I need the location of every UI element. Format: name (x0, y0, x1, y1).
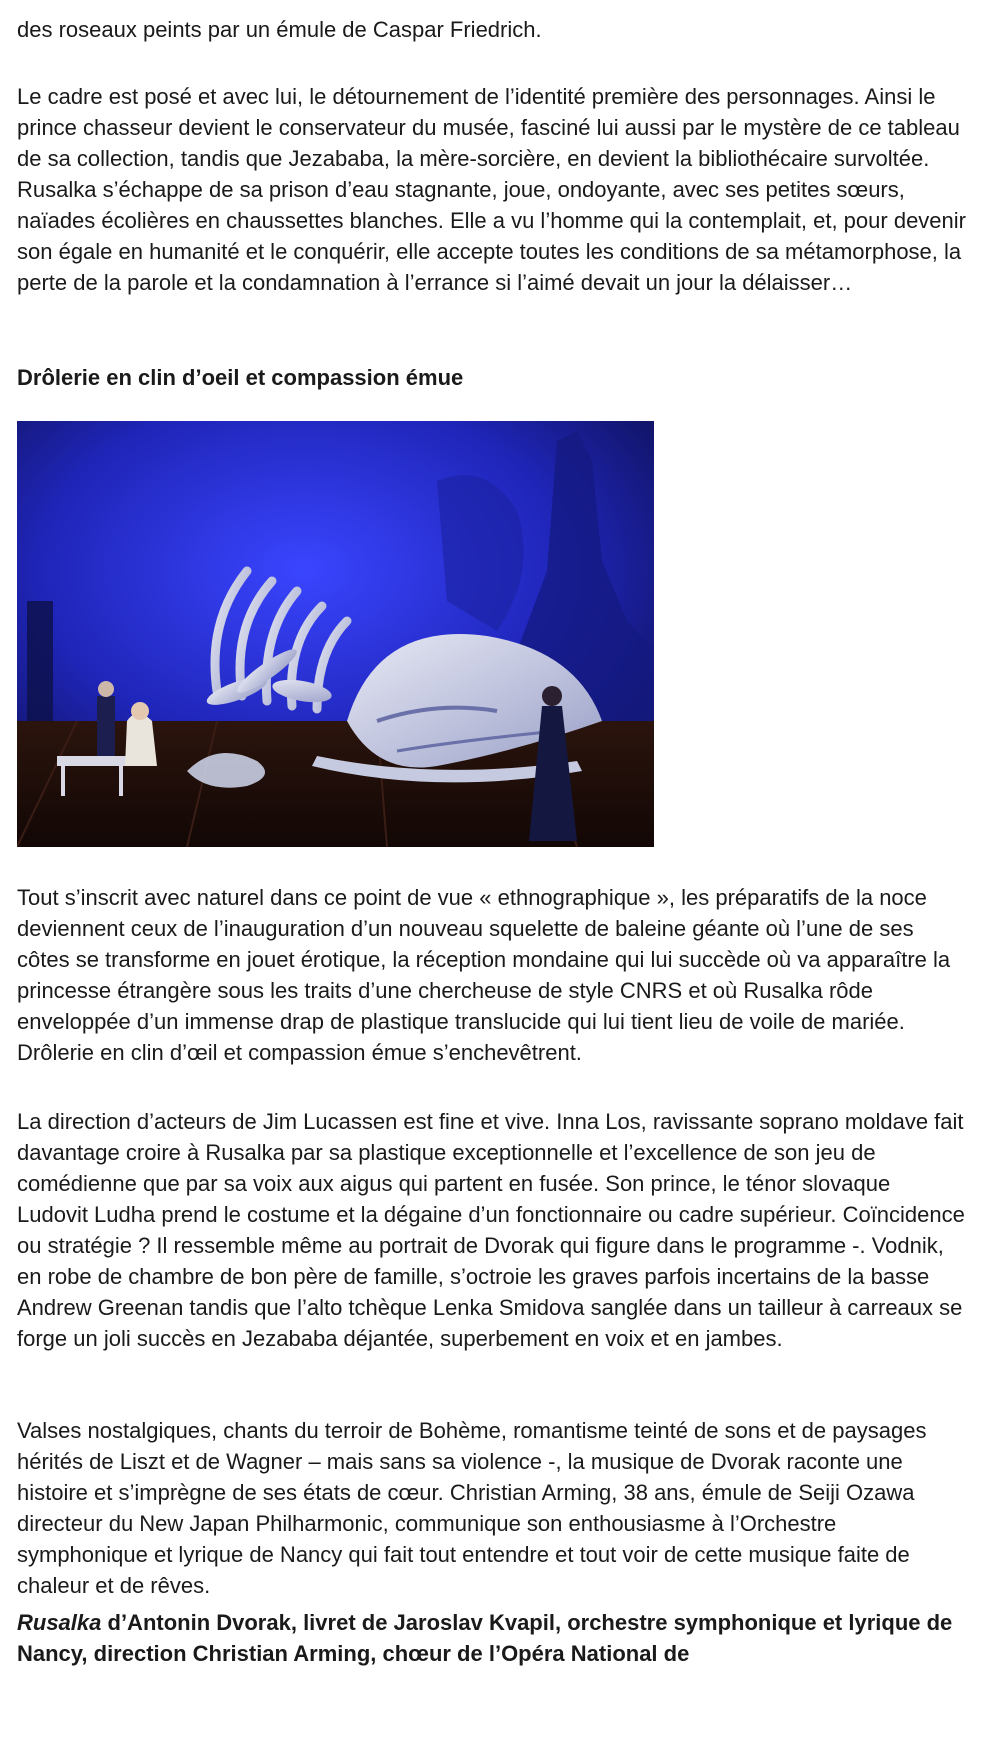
paragraph: Le cadre est posé et avec lui, le détournement de l’identité première des personnages. Ainsi le prince chasseur devient le conservateur du musée, fasciné lui aussi par le mystère de ce tableau de sa collection, tandis que Jezababa, la mère-sorcière, en devient la bibliothécaire survoltée. Rusalka s’échappe de sa prison d’eau stagnante, joue, ondoyante, avec ses petites sœurs, naïades écolières en chaussettes blanches. Elle a vu l’homme qui la contemplait, et, pour devenir son égale en humanité et le conquérir, elle accepte toutes les conditions de sa métamorphose, la perte de la parole et la condamnation à l’errance si l’aimé devait un jour la délaisser… (17, 84, 966, 295)
paragraph: des roseaux peints par un émule de Caspar Friedrich. (17, 17, 542, 42)
paragraph: Tout s’inscrit avec naturel dans ce point de vue « ethnographique », les préparatifs de la noce deviennent ceux de l’inauguration d’un nouveau squelette de baleine géante où l’une de ses côtes se transforme en jouet érotique, la réception mondaine qui lui succède où va apparaître la princesse étrangère sous les traits d’une chercheuse de style CNRS et où Rusalka rôde enveloppée d’un immense drap de plastique translucide qui lui tient lieu de voile de mariée. Drôlerie en clin d’œil et compassion émue s’enchevêtrent. (17, 885, 951, 1065)
paragraph: La direction d’acteurs de Jim Lucassen est fine et vive. Inna Los, ravissante soprano moldave fait davantage croire à Rusalka par sa plastique exceptionnelle et l’excellence de son jeu de comédienne que par sa voix aux aigus qui partent en fusée. Son prince, le ténor slovaque Ludovit Ludha prend le costume et la dégaine d’un fonctionnaire ou cadre supérieur. Coïncidence ou stratégie ? Il ressemble même au portrait de Dvorak qui figure dans le programme -. Vodnik, en robe de chambre de bon père de famille, s’octroie les graves parfois incertains de la basse Andrew Greenan tandis que l’alto tchèque Lenka Smidova sanglée dans un tailleur à carreaux se forge un joli succès en Jezababa déjantée, superbement en voix et en jambes. (17, 1109, 965, 1351)
stage-photo (17, 421, 654, 847)
section-heading: Drôlerie en clin d’oeil et compassion émue (17, 365, 464, 390)
paragraph: Valses nostalgiques, chants du terroir de Bohème, romantisme teinté de sons et de paysages hérités de Liszt et de Wagner – mais sans sa violence -, la musique de Dvorak raconte une histoire et s’imprègne de ses états de cœur. Christian Arming, 38 ans, émule de Seiji Ozawa directeur du New Japan Philharmonic, communique son enthousiasme à l’Orchestre symphonique et lyrique de Nancy qui fait tout entendre et tout voir de cette musique faite de chaleur et de rêves. (17, 1418, 927, 1598)
credits (17, 1607, 967, 1669)
opera-title: Rusalka (17, 1610, 102, 1635)
credits-text: d’Antonin Dvorak, livret de Jaroslav Kvapil, orchestre symphonique et lyrique de Nancy, direction Christian Arming, chœur de l’Opéra National de (17, 1610, 953, 1666)
